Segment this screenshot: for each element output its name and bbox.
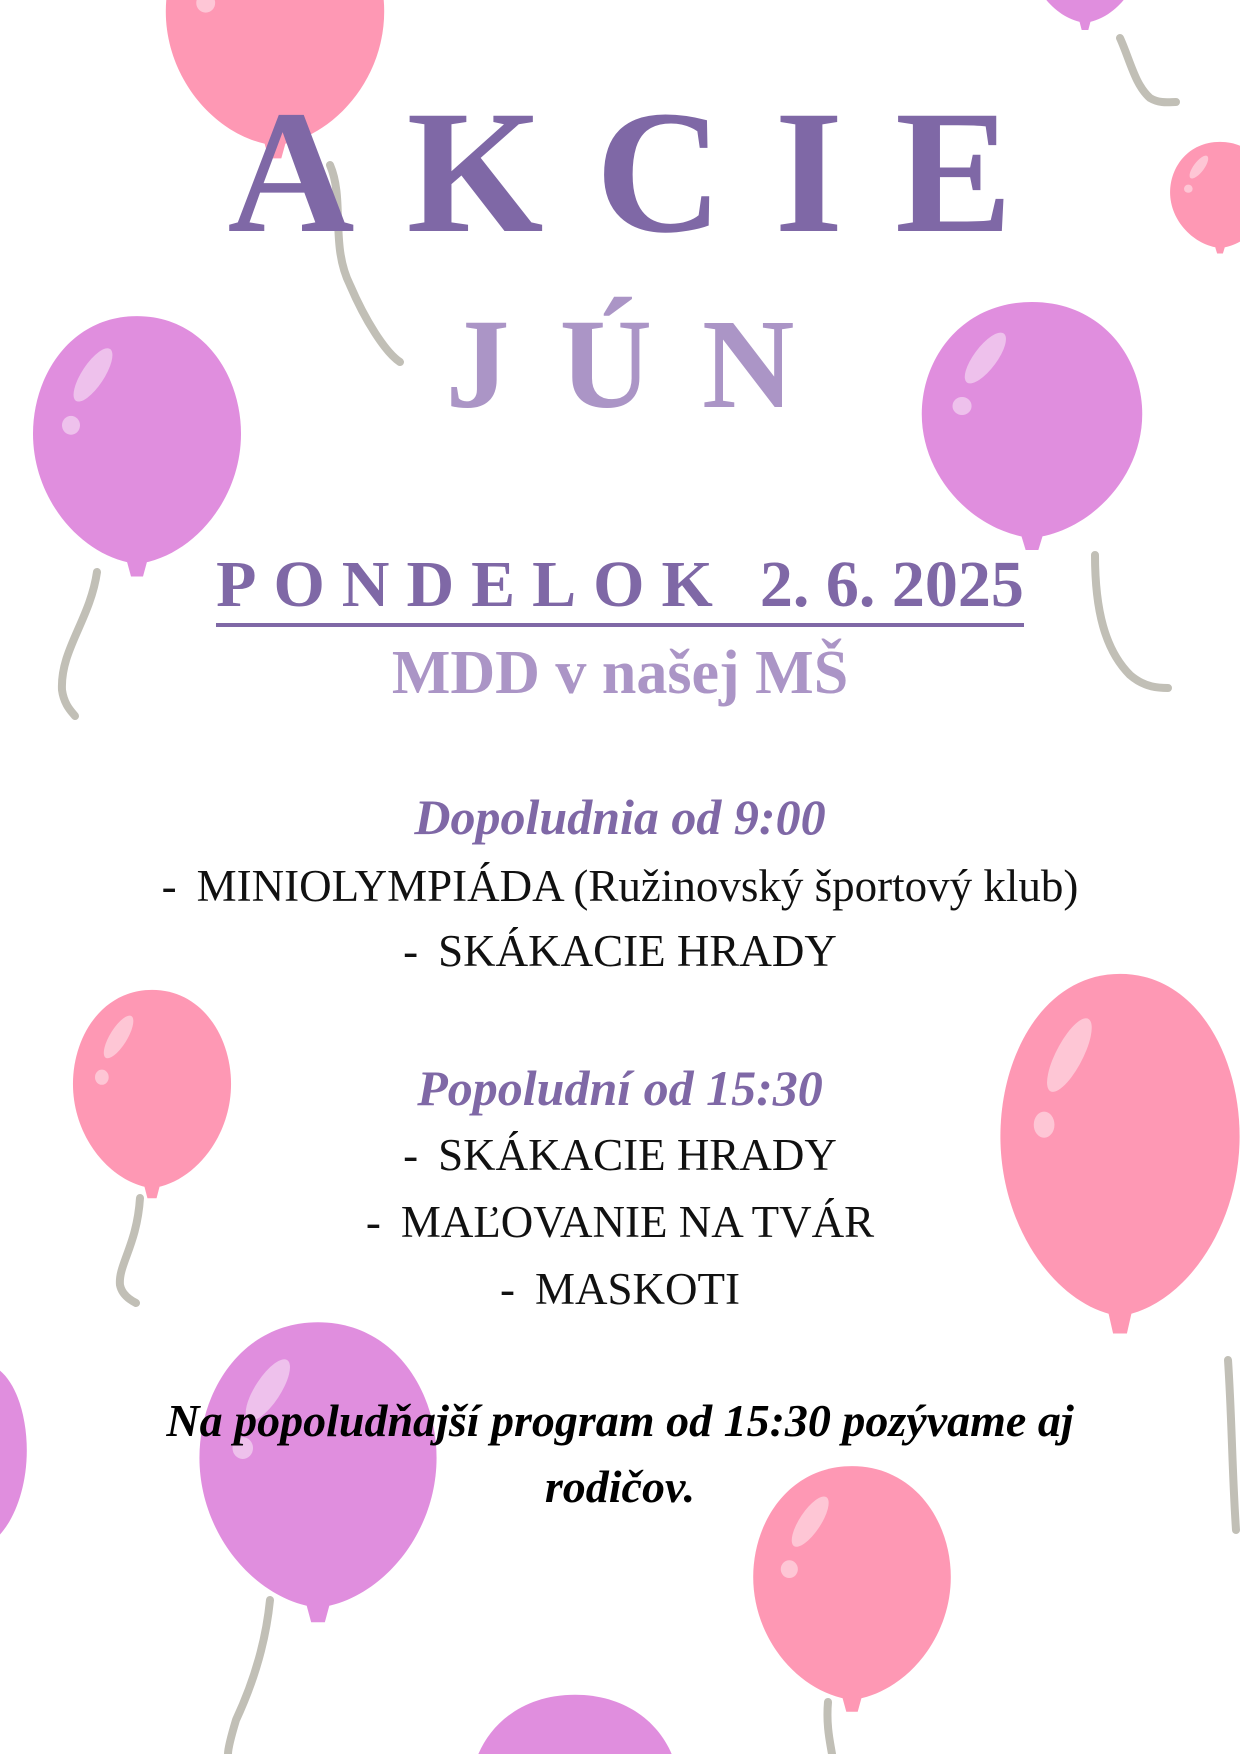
invitation-line-2: rodičov. (544, 1461, 696, 1512)
balloon-string-icon (827, 1702, 832, 1754)
event-date (0, 548, 1240, 621)
list-item (0, 1197, 1240, 1247)
morning-heading: Dopoludnia od 9:00 (414, 789, 826, 845)
event-date-underline (216, 548, 1024, 627)
list-dash: - (161, 861, 177, 911)
poster-title: AKCIE (227, 75, 1065, 270)
list-item (0, 1264, 1240, 1314)
list-dash: - (403, 926, 419, 976)
list-item-text: MASKOTI (534, 1264, 740, 1314)
list-item-text: MAĽOVANIE NA TVÁR (400, 1197, 875, 1247)
afternoon-heading: Popoludní od 15:30 (417, 1060, 823, 1116)
list-item-text: SKÁKACIE HRADY (438, 926, 837, 976)
balloon-violet-icon (471, 1695, 679, 1754)
list-item (0, 861, 1240, 911)
list-item-text: MINIOLYMPIÁDA (Ružinovský športový klub) (196, 861, 1079, 911)
event-name: MDD v našej MŠ (391, 639, 849, 707)
list-item (0, 926, 1240, 976)
list-dash: - (499, 1264, 515, 1314)
event-date-value: 2. 6. 2025 (759, 548, 1024, 621)
balloon-string-icon (228, 1600, 270, 1754)
balloon-violet-icon (0, 1363, 27, 1556)
balloon-violet-icon (1028, 0, 1142, 30)
list-dash: - (403, 1130, 419, 1180)
invitation-line-1: Na popoludňajší program od 15:30 pozývame aj (166, 1395, 1074, 1446)
list-item (0, 1130, 1240, 1180)
poster-month: JÚN (445, 293, 845, 435)
list-item-text: SKÁKACIE HRADY (438, 1130, 837, 1180)
event-day: PONDELOK (216, 548, 730, 621)
list-dash: - (365, 1197, 381, 1247)
